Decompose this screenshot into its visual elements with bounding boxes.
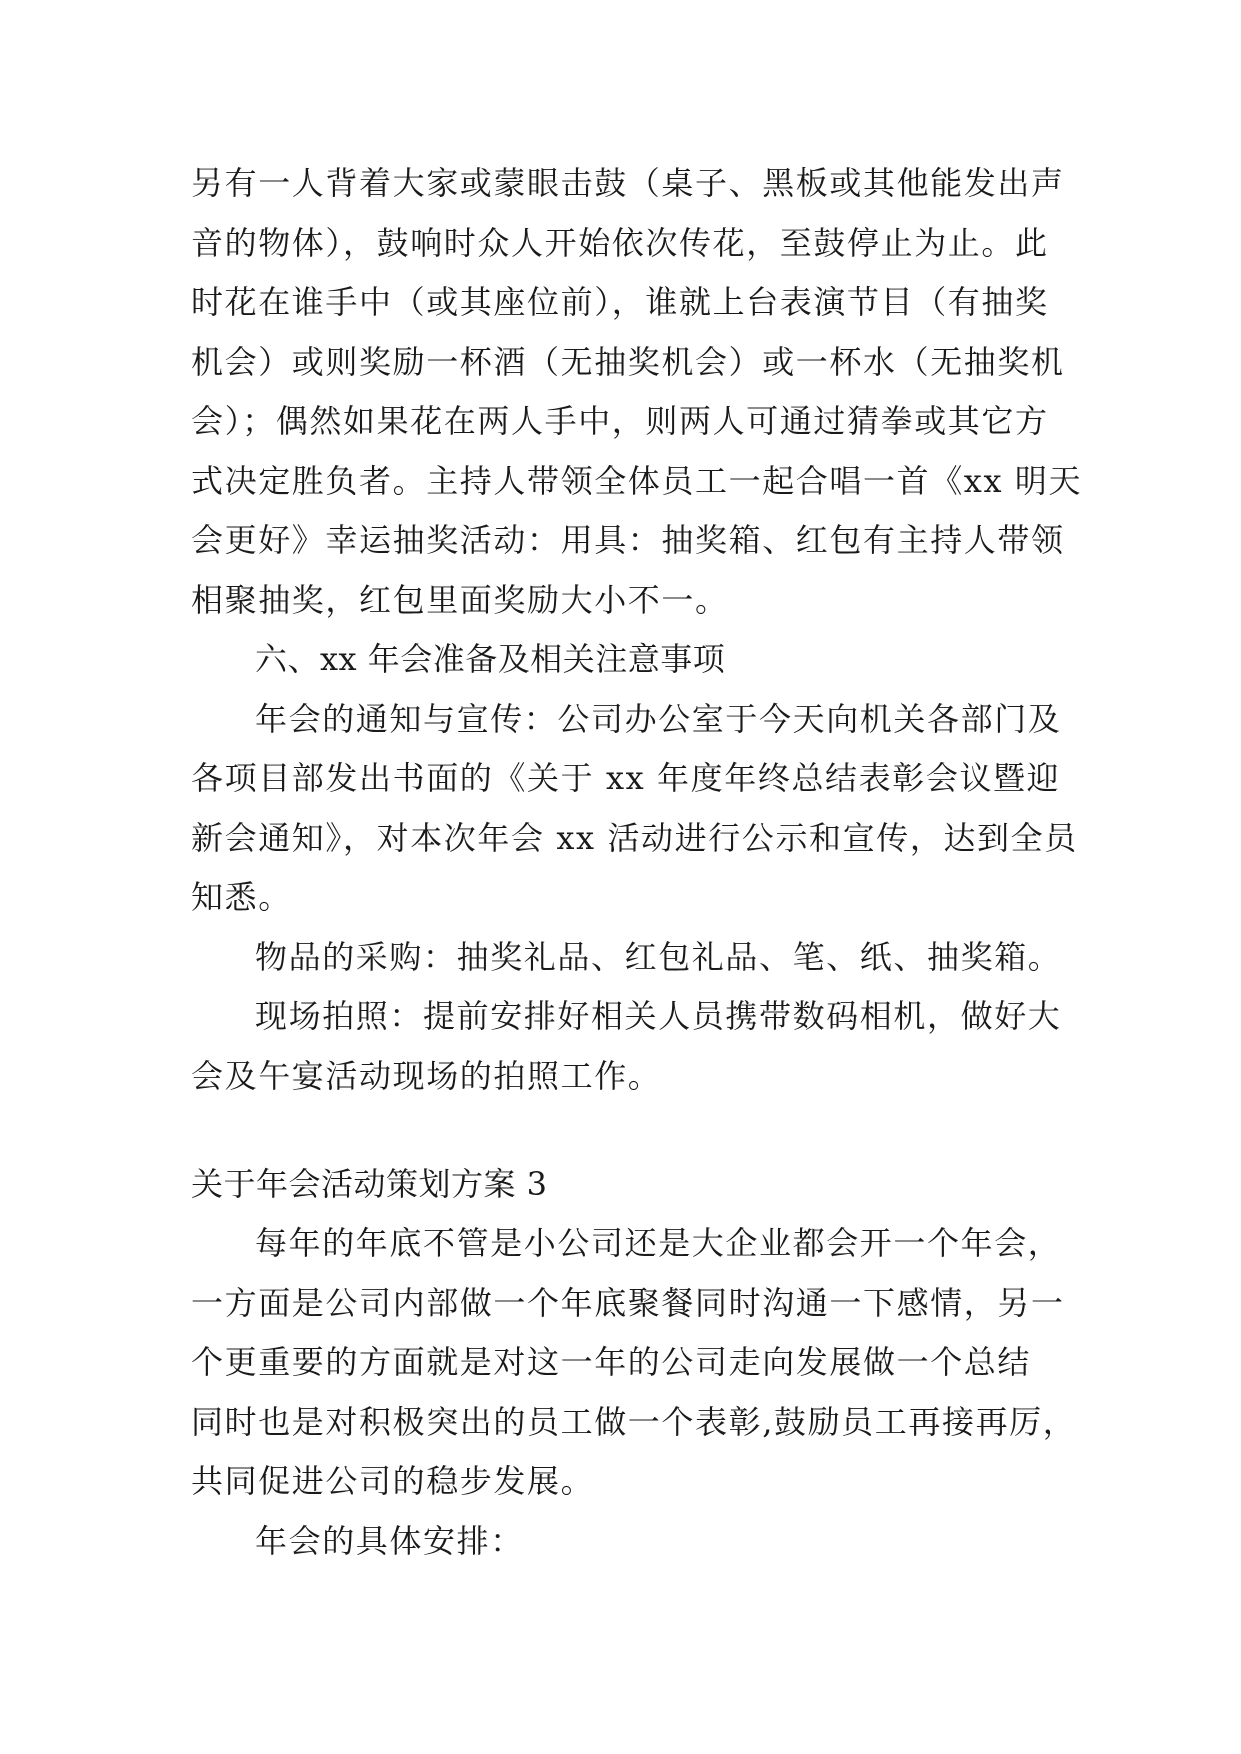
paragraph-line: 音的物体），鼓响时众人开始依次传花，至鼓停止为止。此 bbox=[191, 224, 1049, 262]
paragraph-line: 会及午宴活动现场的拍照工作。 bbox=[191, 1057, 662, 1095]
paragraph-line: 每年的年底不管是小公司还是大企业都会开一个年会， bbox=[255, 1224, 1062, 1262]
paragraph-line: 会）；偶然如果花在两人手中，则两人可通过猜拳或其它方 bbox=[191, 402, 1049, 440]
section-heading: 六、xx 年会准备及相关注意事项 bbox=[255, 640, 726, 678]
paragraph-line: 机会）或则奖励一杯酒（无抽奖机会）或一杯水（无抽奖机 bbox=[191, 343, 1065, 381]
paragraph-line: 年会的具体安排： bbox=[255, 1522, 524, 1560]
paragraph-line: 个更重要的方面就是对这一年的公司走向发展做一个总结 bbox=[191, 1343, 1032, 1381]
paragraph-line: 知悉。 bbox=[191, 878, 292, 916]
paragraph-line: 同时也是对积极突出的员工做一个表彰,鼓励员工再接再厉， bbox=[191, 1403, 1077, 1441]
paragraph-line: 会更好》幸运抽奖活动：用具：抽奖箱、红包有主持人带领 bbox=[191, 521, 1065, 559]
paragraph-line: 各项目部发出书面的《关于 xx 年度年终总结表彰会议暨迎 bbox=[191, 759, 1061, 797]
paragraph-line: 共同促进公司的稳步发展。 bbox=[191, 1462, 595, 1500]
paragraph-line: 另有一人背着大家或蒙眼击鼓（桌子、黑板或其他能发出声 bbox=[191, 164, 1065, 202]
paragraph-line: 新会通知》，对本次年会 xx 活动进行公示和宣传，达到全员 bbox=[191, 819, 1078, 857]
document-title: 关于年会活动策划方案 3 bbox=[191, 1165, 548, 1203]
paragraph-line: 式决定胜负者。主持人带领全体员工一起合唱一首《xx 明天 bbox=[191, 462, 1083, 500]
paragraph-line: 时花在谁手中（或其座位前），谁就上台表演节目（有抽奖 bbox=[191, 283, 1049, 321]
paragraph-line: 物品的采购：抽奖礼品、红包礼品、笔、纸、抽奖箱。 bbox=[255, 938, 1062, 976]
paragraph-line: 相聚抽奖，红包里面奖励大小不一。 bbox=[191, 581, 729, 619]
paragraph-line: 一方面是公司内部做一个年底聚餐同时沟通一下感情，另一 bbox=[191, 1284, 1065, 1322]
paragraph-line: 年会的通知与宣传：公司办公室于今天向机关各部门及 bbox=[255, 700, 1062, 738]
paragraph-line: 现场拍照：提前安排好相关人员携带数码相机，做好大 bbox=[255, 997, 1062, 1035]
